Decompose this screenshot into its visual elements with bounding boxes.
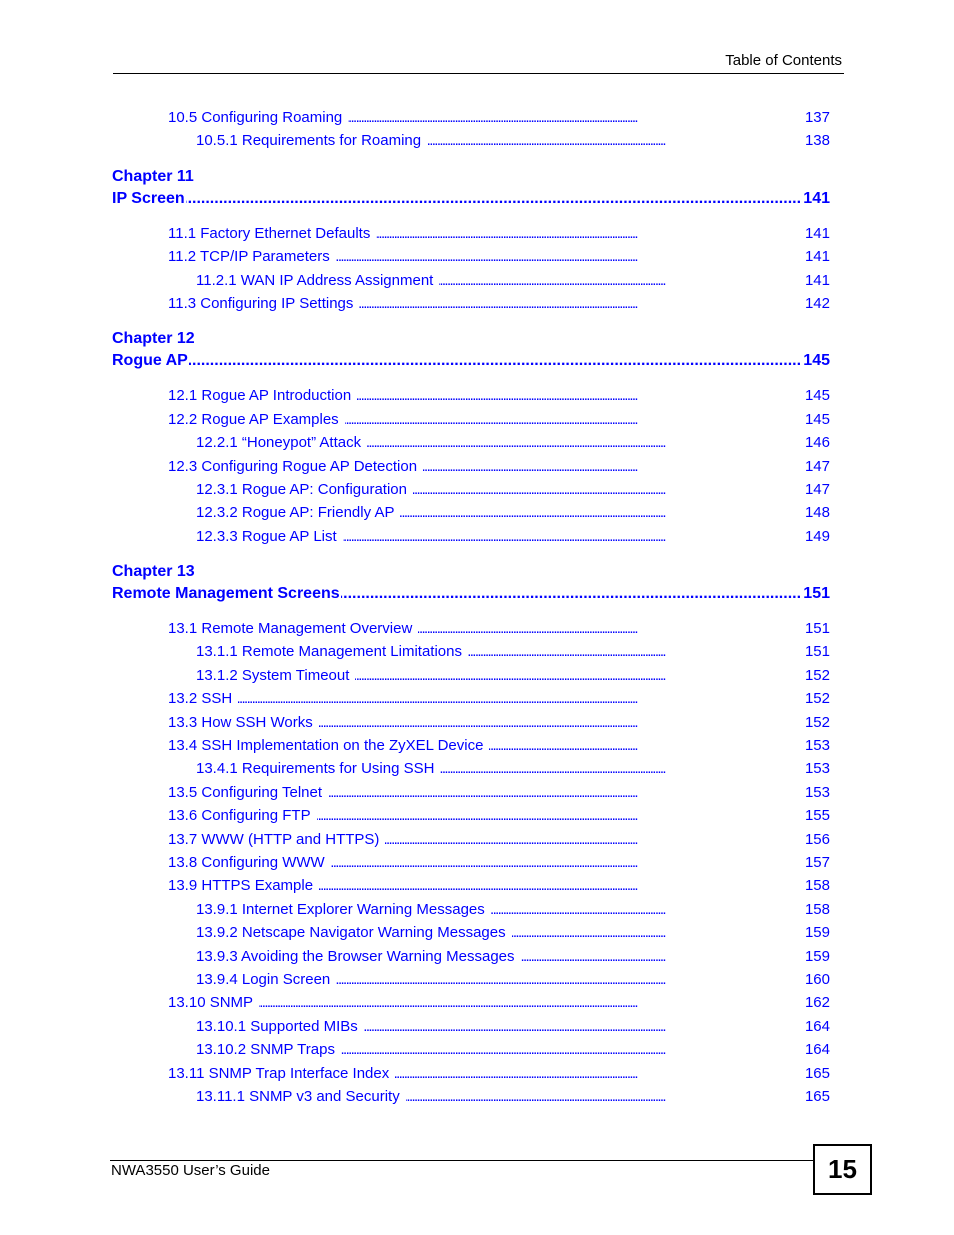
chapter-page[interactable]: 145 <box>800 350 830 372</box>
toc-entry-page[interactable]: 138 <box>801 129 830 152</box>
toc-entry-page[interactable]: 152 <box>801 664 830 687</box>
table-of-contents <box>112 106 830 1108</box>
chapter-number[interactable]: Chapter 12 <box>112 330 195 348</box>
chapter-title-row[interactable] <box>112 188 830 210</box>
toc-entry-label[interactable]: 10.5 Configuring Roaming <box>168 109 348 126</box>
toc-entry[interactable] <box>196 1015 830 1038</box>
toc-entry-label[interactable]: 13.4 SSH Implementation on the ZyXEL Device <box>168 737 489 754</box>
toc-entry-label[interactable]: 13.1.2 System Timeout <box>196 667 355 684</box>
toc-entry[interactable] <box>196 129 830 152</box>
toc-entry-label[interactable]: 13.6 Configuring FTP <box>168 807 317 824</box>
toc-entry[interactable] <box>196 478 830 501</box>
toc-entry[interactable] <box>196 1085 830 1108</box>
toc-entry[interactable] <box>168 687 830 710</box>
toc-entry-page[interactable]: 164 <box>801 1015 830 1038</box>
toc-entry-label[interactable]: 12.2 Rogue AP Examples <box>168 411 345 428</box>
page-number: 15 <box>813 1144 872 1195</box>
toc-entry[interactable] <box>196 664 830 687</box>
toc-entry-label[interactable]: 13.10 SNMP <box>168 994 259 1011</box>
toc-entry-page[interactable]: 157 <box>801 851 830 874</box>
toc-entry-label[interactable]: 11.2.1 WAN IP Address Assignment <box>196 272 439 289</box>
toc-entry-label[interactable]: 13.10.1 Supported MIBs <box>196 1018 364 1035</box>
toc-entry-label[interactable]: 10.5.1 Requirements for Roaming <box>196 132 427 149</box>
toc-entry-label[interactable]: 12.1 Rogue AP Introduction <box>168 387 357 404</box>
toc-entry-label[interactable]: 13.10.2 SNMP Traps <box>196 1041 341 1058</box>
toc-entry[interactable] <box>196 898 830 921</box>
toc-entry-page[interactable]: 152 <box>801 711 830 734</box>
toc-entry-page[interactable]: 151 <box>801 640 830 663</box>
toc-entry-label[interactable]: 13.1 Remote Management Overview <box>168 620 418 637</box>
toc-entry-label[interactable]: 13.9.2 Netscape Navigator Warning Messages <box>196 924 512 941</box>
footer-divider <box>110 1160 814 1161</box>
toc-entry-page[interactable]: 152 <box>801 687 830 710</box>
toc-entry-label[interactable]: 13.7 WWW (HTTP and HTTPS) <box>168 831 385 848</box>
toc-entry[interactable] <box>196 968 830 991</box>
chapter-number[interactable]: Chapter 13 <box>112 563 195 581</box>
toc-entry-label[interactable]: 13.9.1 Internet Explorer Warning Messages <box>196 901 491 918</box>
toc-entry-label[interactable]: 12.2.1 “Honeypot” Attack <box>196 434 367 451</box>
toc-entry-label[interactable]: 13.11 SNMP Trap Interface Index <box>168 1065 395 1082</box>
toc-entry[interactable] <box>168 292 830 315</box>
toc-entry-label[interactable]: 13.4.1 Requirements for Using SSH <box>196 760 440 777</box>
toc-entry-page[interactable]: 156 <box>801 828 830 851</box>
chapter-title[interactable]: IP Screen <box>112 189 185 207</box>
toc-entry[interactable] <box>196 525 830 548</box>
toc-entry-page[interactable]: 155 <box>801 804 830 827</box>
toc-entry[interactable] <box>168 455 830 478</box>
toc-entry[interactable] <box>168 408 830 431</box>
toc-chapter[interactable] <box>112 166 830 210</box>
toc-entry-label[interactable]: 13.5 Configuring Telnet <box>168 784 328 801</box>
toc-entry-page[interactable]: 148 <box>801 501 830 524</box>
toc-entry-label[interactable]: 13.1.1 Remote Management Limitations <box>196 643 468 660</box>
running-header: Table of Contents <box>725 52 842 69</box>
toc-entry-page[interactable]: 141 <box>801 245 830 268</box>
toc-entry-page[interactable]: 159 <box>801 945 830 968</box>
toc-entry[interactable] <box>196 501 830 524</box>
toc-entry[interactable] <box>168 874 830 897</box>
toc-entry-page[interactable]: 145 <box>801 384 830 407</box>
toc-entry-page[interactable]: 141 <box>801 222 830 245</box>
toc-entry-label[interactable]: 12.3.3 Rogue AP List <box>196 528 343 545</box>
chapter-title[interactable]: Rogue AP <box>112 352 188 370</box>
toc-entry[interactable] <box>196 757 830 780</box>
toc-entry[interactable] <box>196 640 830 663</box>
toc-entry[interactable] <box>168 245 830 268</box>
toc-entry-page[interactable]: 153 <box>801 734 830 757</box>
toc-entry-label[interactable]: 13.3 How SSH Works <box>168 714 319 731</box>
toc-entry[interactable] <box>168 384 830 407</box>
toc-entry-label[interactable]: 11.3 Configuring IP Settings <box>168 295 359 312</box>
toc-entry[interactable] <box>196 269 830 292</box>
toc-entry-page[interactable]: 159 <box>801 921 830 944</box>
toc-entry[interactable] <box>196 921 830 944</box>
toc-entry[interactable] <box>168 711 830 734</box>
toc-entry-page[interactable]: 149 <box>801 525 830 548</box>
toc-entry[interactable] <box>168 617 830 640</box>
toc-entry-page[interactable]: 142 <box>801 292 830 315</box>
chapter-title-row[interactable] <box>112 583 830 605</box>
toc-entry[interactable] <box>168 1062 830 1085</box>
toc-entry-label[interactable]: 12.3 Configuring Rogue AP Detection <box>168 458 423 475</box>
toc-entry-page[interactable]: 153 <box>801 781 830 804</box>
toc-entry-page[interactable]: 137 <box>801 106 830 129</box>
toc-entry[interactable] <box>168 222 830 245</box>
toc-entry-page[interactable]: 146 <box>801 431 830 454</box>
toc-entry-page[interactable]: 158 <box>801 874 830 897</box>
toc-entry-label[interactable]: 13.9.4 Login Screen <box>196 971 336 988</box>
toc-entry-page[interactable]: 162 <box>801 991 830 1014</box>
toc-entry-label[interactable]: 13.11.1 SNMP v3 and Security <box>196 1088 406 1105</box>
toc-entry-page[interactable]: 147 <box>801 455 830 478</box>
toc-entry[interactable] <box>196 431 830 454</box>
toc-entry-page[interactable]: 158 <box>801 898 830 921</box>
toc-entry-page[interactable]: 145 <box>801 408 830 431</box>
toc-entry-page[interactable]: 151 <box>801 617 830 640</box>
toc-entry-page[interactable]: 141 <box>801 269 830 292</box>
toc-entry-label[interactable]: 12.3.1 Rogue AP: Configuration <box>196 481 413 498</box>
toc-entry[interactable] <box>168 828 830 851</box>
chapter-page[interactable]: 151 <box>800 583 830 605</box>
toc-entry[interactable] <box>196 945 830 968</box>
chapter-page[interactable]: 141 <box>800 188 830 210</box>
toc-entry[interactable] <box>168 991 830 1014</box>
toc-entry-page[interactable]: 165 <box>801 1062 830 1085</box>
toc-entry-label[interactable]: 12.3.2 Rogue AP: Friendly AP <box>196 504 400 521</box>
toc-entry-label[interactable]: 11.1 Factory Ethernet Defaults <box>168 225 376 242</box>
toc-entry-label[interactable]: 13.2 SSH <box>168 690 238 707</box>
toc-entry-label[interactable]: 13.9 HTTPS Example <box>168 877 319 894</box>
toc-entry-page[interactable]: 164 <box>801 1038 830 1061</box>
toc-entry[interactable] <box>196 1038 830 1061</box>
toc-chapter[interactable] <box>112 561 830 605</box>
toc-entry-page[interactable]: 153 <box>801 757 830 780</box>
toc-entry-page[interactable]: 165 <box>801 1085 830 1108</box>
toc-entry-page[interactable]: 147 <box>801 478 830 501</box>
toc-entry[interactable] <box>168 734 830 757</box>
chapter-number[interactable]: Chapter 11 <box>112 167 194 185</box>
toc-entry[interactable] <box>168 804 830 827</box>
toc-entry-label[interactable]: 13.8 Configuring WWW <box>168 854 331 871</box>
chapter-title-row[interactable] <box>112 350 830 372</box>
toc-entry[interactable] <box>168 851 830 874</box>
toc-entry-page[interactable]: 160 <box>801 968 830 991</box>
toc-entry[interactable] <box>168 106 830 129</box>
header-divider <box>113 73 844 74</box>
guide-title: NWA3550 User’s Guide <box>111 1162 270 1179</box>
toc-entry-label[interactable]: 11.2 TCP/IP Parameters <box>168 248 336 265</box>
toc-entry-label[interactable]: 13.9.3 Avoiding the Browser Warning Messages <box>196 948 521 965</box>
toc-chapter[interactable] <box>112 328 830 372</box>
chapter-title[interactable]: Remote Management Screens <box>112 585 340 603</box>
toc-entry[interactable] <box>168 781 830 804</box>
